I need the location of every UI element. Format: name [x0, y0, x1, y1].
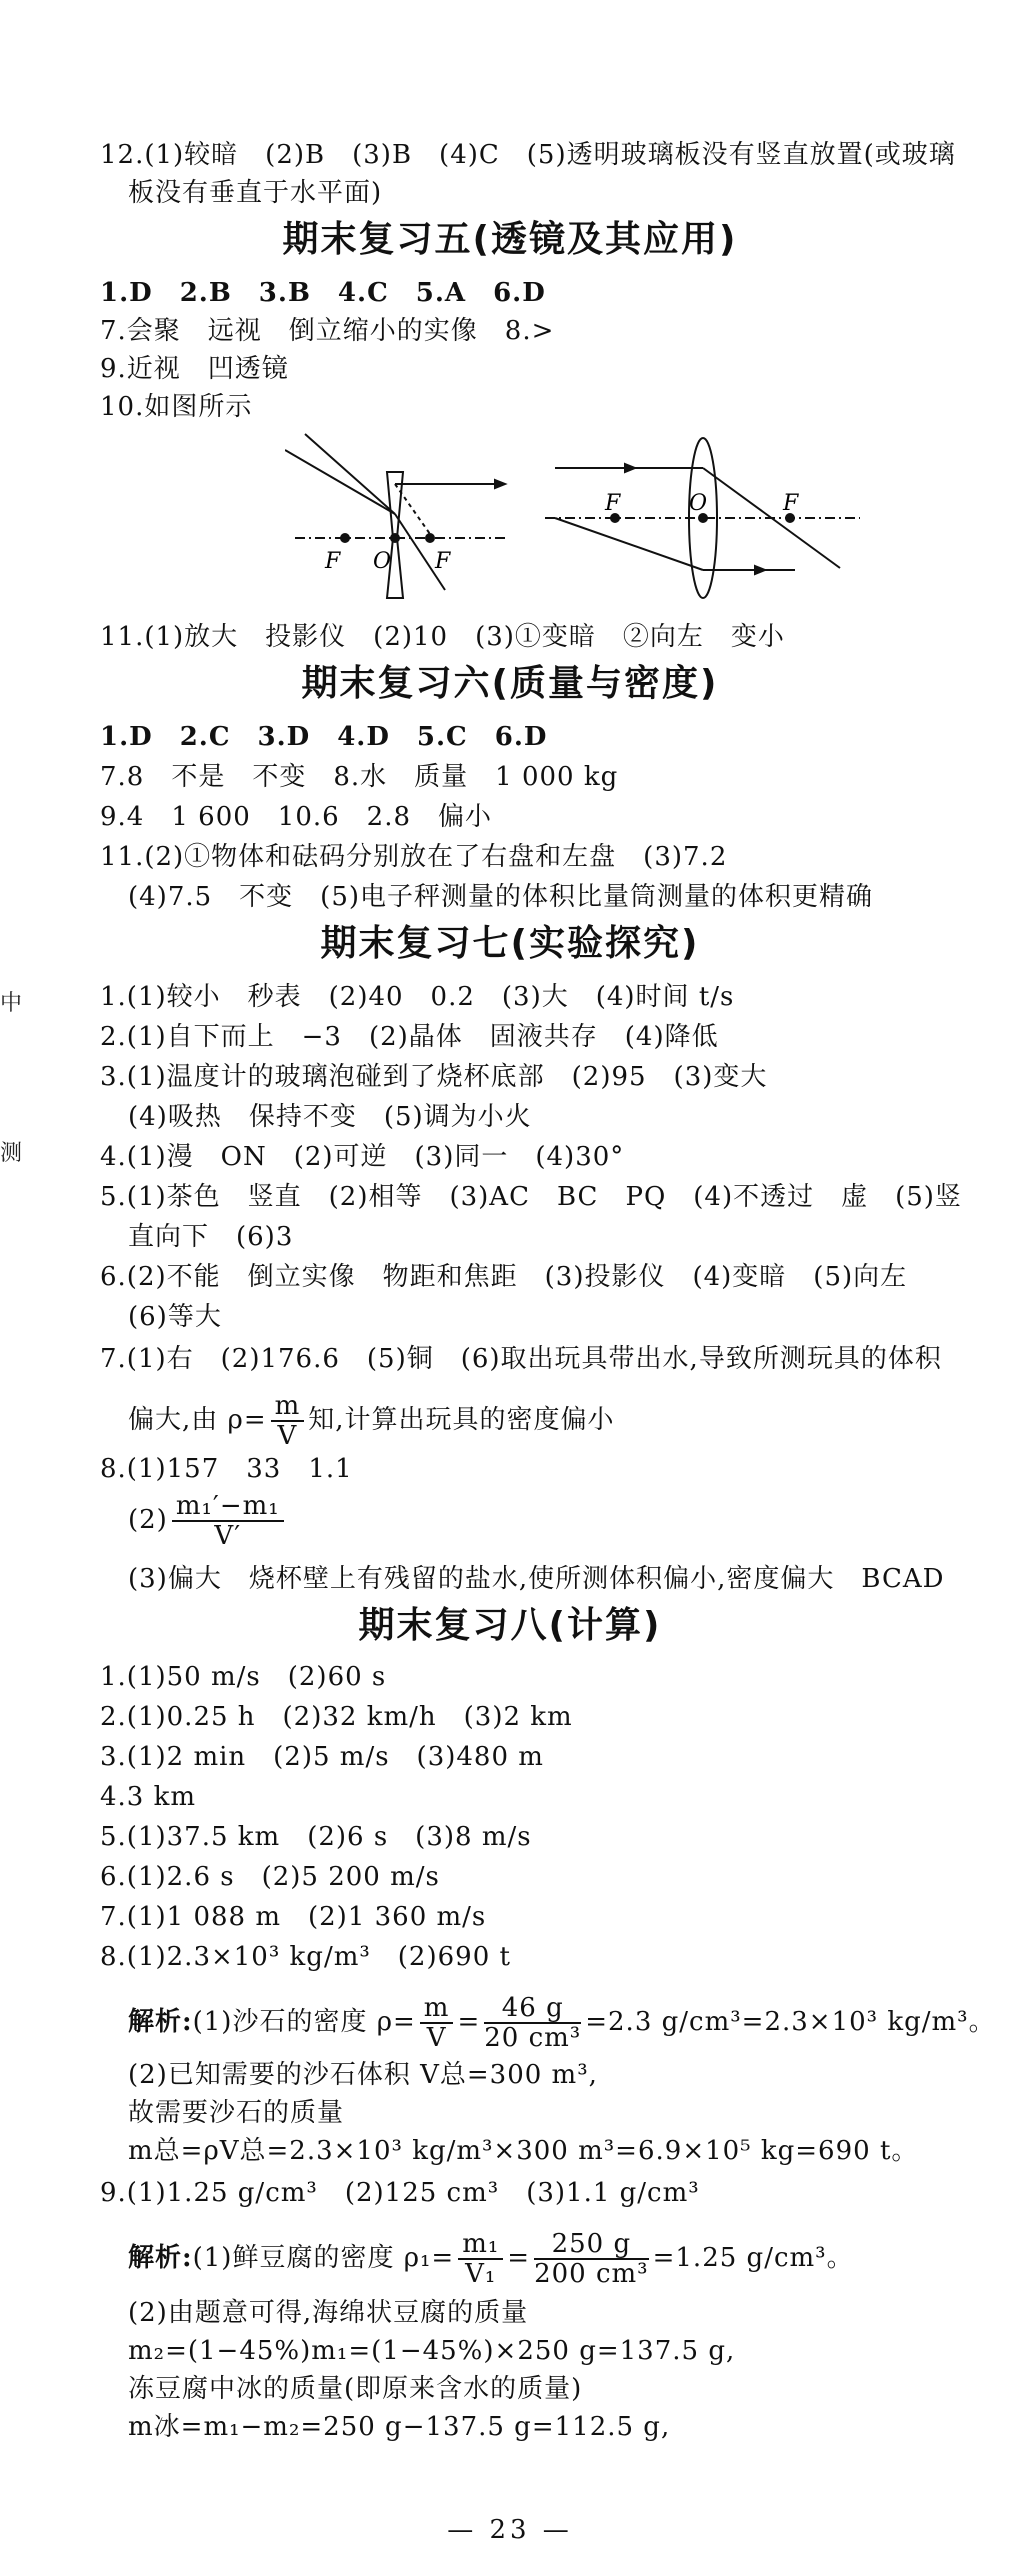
answer-line: 故需要沙石的质量: [128, 2098, 345, 2128]
text: =2.3 g/cm³=2.3×10³ kg/m³。: [585, 2007, 996, 2037]
answer-line: 11.(2)①物体和砝码分别放在了右盘和左盘 (3)7.2: [100, 842, 728, 872]
numerator: m₁: [458, 2230, 503, 2260]
answer-line: 8.(1)157 33 1.1: [100, 1454, 353, 1484]
answer-line: (6)等大: [128, 1302, 222, 1332]
denominator: 20 cm³: [484, 2023, 582, 2053]
answer-line: 10.如图所示: [100, 392, 253, 422]
answer-line: 9.近视 凹透镜: [100, 354, 289, 384]
fraction: [172, 1492, 284, 1550]
answer-line: 1.D 2.B 3.B 4.C 5.A 6.D: [100, 278, 546, 308]
convex-lens-diagram: [545, 438, 860, 598]
answer-line: 7.会聚 远视 倒立缩小的实像 8.>: [100, 316, 555, 346]
text: 偏大,由 ρ=: [128, 1405, 267, 1435]
label-o: O: [373, 549, 392, 574]
answer-line: 12.(1)较暗 (2)B (3)B (4)C (5)透明玻璃板没有竖直放置(或玻璃: [100, 140, 956, 170]
section-heading-5: 期末复习五(透镜及其应用): [282, 219, 738, 260]
text: 知,计算出玩具的密度偏小: [308, 1405, 615, 1435]
analysis-label: 解析:: [128, 2243, 193, 2273]
numerator: m: [271, 1392, 305, 1422]
denominator: V: [277, 1421, 298, 1451]
answer-line: m冰=m₁−m₂=250 g−137.5 g=112.5 g,: [128, 2412, 671, 2442]
answer-line: 7.(1)1 088 m (2)1 360 m/s: [100, 1902, 487, 1932]
answer-line: 5.(1)茶色 竖直 (2)相等 (3)AC BC PQ (4)不透过 虚 (5)竖: [100, 1182, 962, 1212]
answer-line: m总=ρV总=2.3×10³ kg/m³×300 m³=6.9×10⁵ kg=690 t。: [128, 2136, 919, 2166]
numerator: m₁′−m₁: [172, 1492, 284, 1522]
fraction: [271, 1392, 305, 1450]
answer-line: 11.(1)放大 投影仪 (2)10 (3)①变暗 ②向左 变小: [100, 622, 785, 652]
answer-line: (4)吸热 保持不变 (5)调为小火: [128, 1102, 532, 1132]
denominator: V: [426, 2023, 447, 2053]
answer-line: 1.D 2.C 3.D 4.D 5.C 6.D: [100, 722, 548, 752]
fraction: [534, 2230, 649, 2288]
page-number: — 23 —: [447, 2515, 573, 2545]
numerator: m: [420, 1994, 454, 2024]
answer-line: 3.(1)温度计的玻璃泡碰到了烧杯底部 (2)95 (3)变大: [100, 1062, 768, 1092]
answer-line: 2.(1)自下而上 −3 (2)晶体 固液共存 (4)降低: [100, 1022, 719, 1052]
fraction: [484, 1994, 581, 2052]
answer-line: 解析:(1)鲜豆腐的密度 ρ₁= $\frac{\text{m₁}}{\text{V₁}}$ = $\frac{250 g}{\text{200 cm³}}$ =1.25 g/cm³。: [128, 2229, 854, 2289]
denominator: V₁: [465, 2259, 497, 2289]
answer-line: 冻豆腐中冰的质量(即原来含水的质量): [128, 2374, 583, 2404]
answer-line: 2.(1)0.25 h (2)32 km/h (3)2 km: [100, 1702, 573, 1732]
answer-line: 9.4 1 600 10.6 2.8 偏小: [100, 802, 493, 832]
edge-text: 测: [0, 1141, 23, 1166]
answer-line: [128, 1492, 288, 1550]
label-f: F: [783, 491, 799, 516]
answer-line: 解析:(1)沙石的密度 ρ= $\frac{m}{V}$ = $\frac{46 g}{\text{20 cm³}}$ =2.3 g/cm³=2.3×10³ kg/m³。: [128, 1993, 996, 2053]
answer-line: 板没有垂直于水平面): [128, 178, 383, 208]
denominator: V′: [214, 1521, 242, 1551]
answer-line: 7.8 不是 不变 8.水 质量 1 000 kg: [100, 762, 619, 792]
answer-line: 直向下 (6)3: [128, 1222, 294, 1252]
text: (1)鲜豆腐的密度 ρ₁=: [192, 2243, 455, 2273]
answer-line: 6.(1)2.6 s (2)5 200 m/s: [100, 1862, 440, 1892]
answer-line: m₂=(1−45%)m₁=(1−45%)×250 g=137.5 g,: [128, 2336, 736, 2366]
label-f: F: [325, 549, 341, 574]
text: (2): [128, 1505, 168, 1535]
answer-line: [128, 1392, 615, 1450]
answer-line: 8.(1)2.3×10³ kg/m³ (2)690 t: [100, 1942, 511, 1972]
answer-line: 1.(1)较小 秒表 (2)40 0.2 (3)大 (4)时间 t/s: [100, 982, 735, 1012]
analysis-label: 解析:: [128, 2007, 193, 2037]
section-heading-6: 期末复习六(质量与密度): [301, 663, 719, 704]
answer-line: (3)偏大 烧杯壁上有残留的盐水,使所测体积偏小,密度偏大 BCAD: [128, 1564, 945, 1594]
answer-line: 3.(1)2 min (2)5 m/s (3)480 m: [100, 1742, 544, 1772]
edge-text: 中: [0, 991, 23, 1016]
answer-line: 1.(1)50 m/s (2)60 s: [100, 1662, 387, 1692]
label-o: O: [689, 491, 708, 516]
answer-line: 9.(1)1.25 g/cm³ (2)125 cm³ (3)1.1 g/cm³: [100, 2178, 700, 2208]
answer-line: (4)7.5 不变 (5)电子秤测量的体积比量筒测量的体积更精确: [128, 882, 874, 912]
denominator: 200 cm³: [534, 2259, 649, 2289]
text: =1.25 g/cm³。: [652, 2243, 854, 2273]
section-heading-8: 期末复习八(计算): [358, 1605, 662, 1646]
fraction: [420, 1994, 454, 2052]
numerator: 46 g: [484, 1994, 581, 2024]
answer-line: 4.(1)漫 ON (2)可逆 (3)同一 (4)30°: [100, 1142, 625, 1172]
answer-line: 4.3 km: [100, 1782, 197, 1812]
answer-line: (2)已知需要的沙石体积 V总=300 m³,: [128, 2060, 598, 2090]
text: (1)沙石的密度 ρ=: [192, 2007, 416, 2037]
answer-line: 5.(1)37.5 km (2)6 s (3)8 m/s: [100, 1822, 532, 1852]
section-heading-7: 期末复习七(实验探究): [320, 923, 700, 964]
concave-lens-diagram: [285, 434, 505, 598]
answer-line: 6.(2)不能 倒立实像 物距和焦距 (3)投影仪 (4)变暗 (5)向左: [100, 1262, 908, 1292]
answer-line: 7.(1)右 (2)176.6 (5)铜 (6)取出玩具带出水,导致所测玩具的体积: [100, 1344, 942, 1374]
label-f: F: [605, 491, 621, 516]
lens-ray-diagram: [285, 430, 865, 600]
fraction: [458, 2230, 503, 2288]
numerator: 250 g: [534, 2230, 649, 2260]
label-f: F: [435, 549, 451, 574]
answer-line: (2)由题意可得,海绵状豆腐的质量: [128, 2298, 529, 2328]
